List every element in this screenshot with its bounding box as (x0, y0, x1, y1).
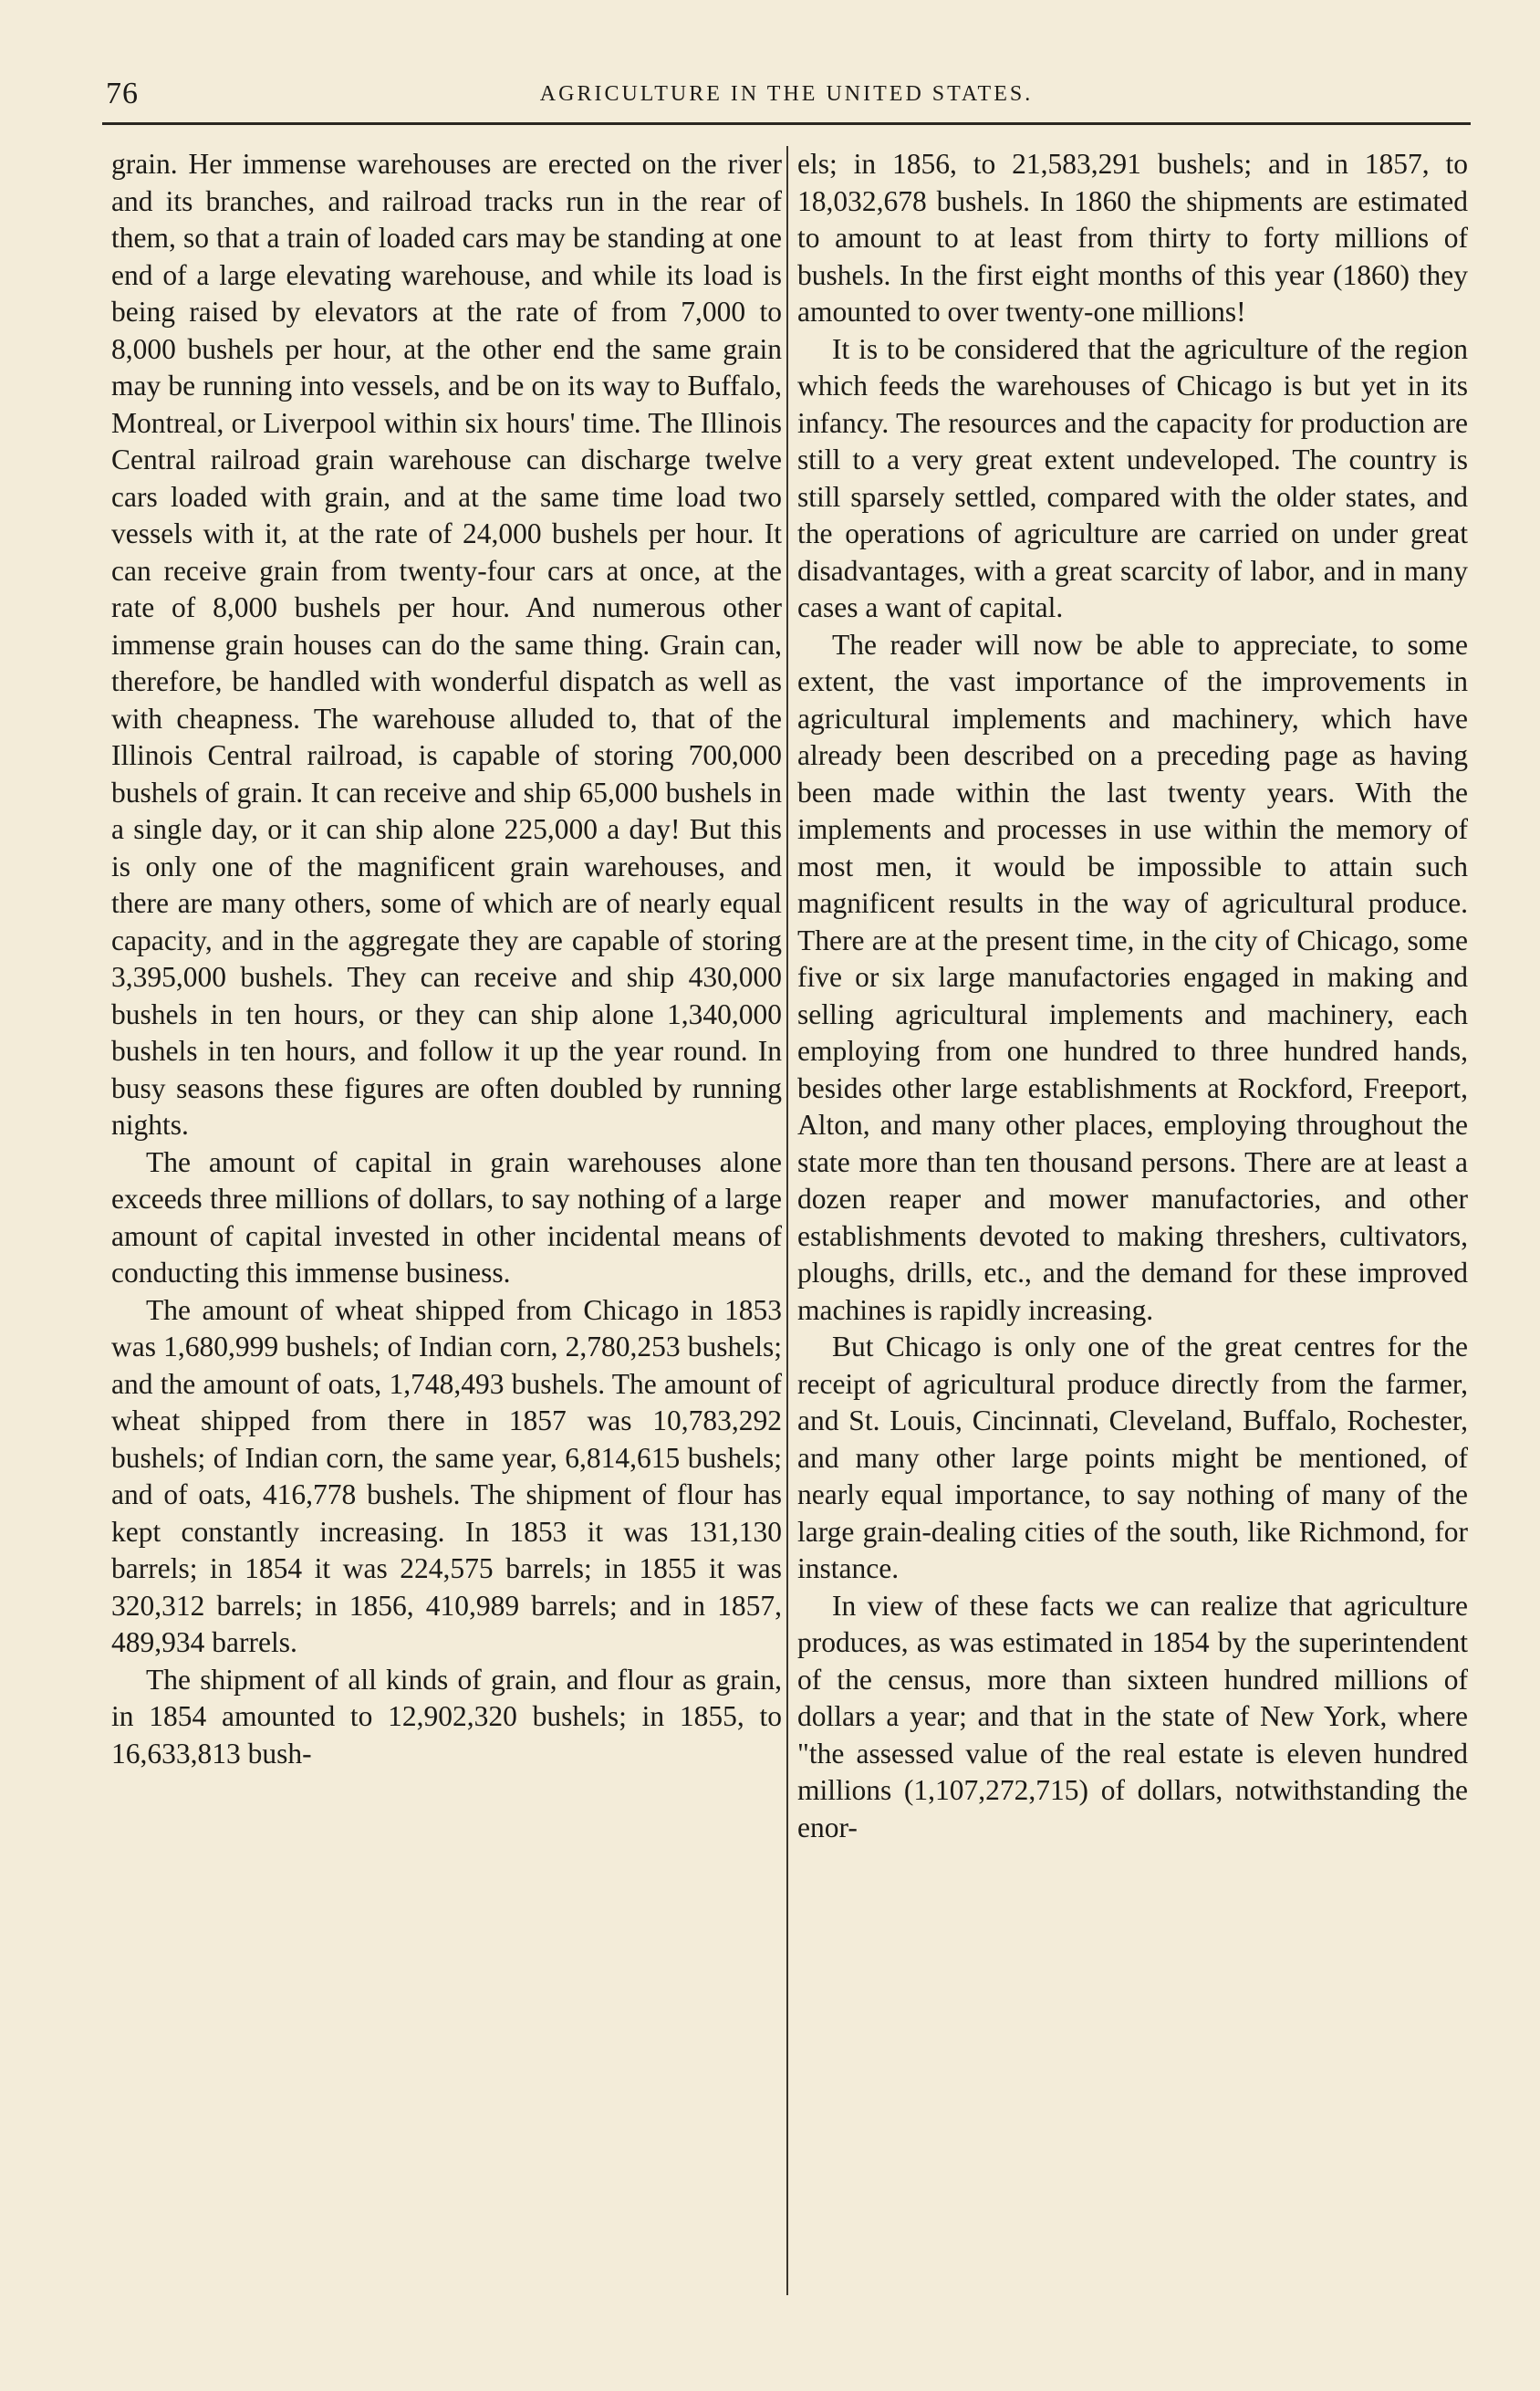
paragraph: It is to be considered that the agriculture of the region which feeds the warehouses of Chicago is but yet in its infancy. The resources and the capacity for production are still to a very great extent undeveloped. The country is still sparsely settled, compared with the older states, and the operations of agriculture are carried on under great disadvantages, with a great scarcity of labor, and in many cases a want of capital. (797, 332, 1468, 623)
left-column (111, 146, 782, 1772)
paragraph: The reader will now be able to appreciate, to some extent, the vast importance of the improvements in agricultural implements and machinery, which have already been described on a preceding page as having been made within the last twenty years. With the implements and processes in use within the memory of most men, it would be impossible to attain such magnificent results in the way of agricultural produce. There are at the present time, in the city of Chicago, some five or six large manufactories engaged in making and selling agricultural implements and machinery, each employing from one hundred to three hundred hands, besides other large establishments at Rockford, Freeport, Alton, and many other places, employing throughout the state more than ten thousand persons. There are at least a dozen reaper and mower manufactories, and other establishments devoted to making threshers, cultivators, ploughs, drills, etc., and the demand for these improved machines is rapidly increasing. (797, 628, 1468, 1326)
paragraph: The shipment of all kinds of grain, and flour as grain, in 1854 amounted to 12,902,320 bushels; in 1855, to 16,633,813 bush- (111, 1663, 782, 1770)
column-divider (786, 146, 788, 2295)
paragraph: But Chicago is only one of the great centres for the receipt of agricultural produce directly from the farmer, and St. Louis, Cincinnati, Cleveland, Buffalo, Rochester, and many other large points might be mentioned, of nearly equal importance, to say nothing of many of the large grain-dealing cities of the south, like Richmond, for instance. (797, 1331, 1468, 1584)
running-title: AGRICULTURE IN THE UNITED STATES. (539, 82, 1034, 106)
page-number: 76 (106, 77, 139, 110)
header-rule (102, 122, 1471, 125)
paragraph: The amount of wheat shipped from Chicago in 1853 was 1,680,999 bushels; of Indian corn, 2,780,253 bushels; and the amount of oats, 1,748,493 bushels. The amount of wheat shipped from there in 1857 was 10,783,292 bushels; of Indian corn, the same year, 6,814,615 bushels; and of oats, 416,778 bushels. The shipment of flour has kept constantly increasing. In 1853 it was 131,130 barrels; in 1854 it was 224,575 barrels; in 1855 it was 320,312 barrels; in 1856, 410,989 barrels; and in 1857, 489,934 barrels. (111, 1293, 782, 1658)
paragraph: In view of these facts we can realize that agriculture produces, as was estimated in 1854 by the superintendent of the census, more than sixteen hundred millions of dollars a year; and that in the state of New York, where "the assessed value of the real estate is eleven hundred millions (1,107,272,715) of dollars, notwithstanding the enor- (797, 1589, 1468, 1843)
paragraph: els; in 1856, to 21,583,291 bushels; and in 1857, to 18,032,678 bushels. In 1860 the shipments are estimated to amount to at least from thirty to forty millions of bushels. In the first eight months of this year (1860) they amounted to over twenty-one millions! (797, 148, 1468, 328)
paragraph: The amount of capital in grain warehouses alone exceeds three millions of dollars, to say nothing of a large amount of capital invested in other incidental means of conducting this immense business. (111, 1145, 782, 1289)
paragraph: grain. Her immense warehouses are erected on the river and its branches, and railroad tracks run in the rear of them, so that a train of loaded cars may be standing at one end of a large elevating warehouse, and while its load is being raised by elevators at the rate of from 7,000 to 8,000 bushels per hour, at the other end the same grain may be running into vessels, and be on its way to Buffalo, Montreal, or Liverpool within six hours' time. The Illinois Central railroad grain warehouse can discharge twelve cars loaded with grain, and at the same time load two vessels with it, at the rate of 24,000 bushels per hour. It can receive grain from twenty-four cars at once, at the rate of 8,000 bushels per hour. And numerous other immense grain houses can do the same thing. Grain can, therefore, be handled with wonderful dispatch as well as with cheapness. The warehouse alluded to, that of the Illinois Central railroad, is capable of storing 700,000 bushels of grain. It can receive and ship 65,000 bushels in a single day, or it can ship alone 225,000 a day! But this is only one of the magnificent grain warehouses, and there are many others, some of which are of nearly equal capacity, and in the aggregate they are capable of storing 3,395,000 bushels. They can receive and ship 430,000 bushels in ten hours, or they can ship alone 1,340,000 bushels in ten hours, and follow it up the year round. In busy seasons these figures are often doubled by running nights. (111, 148, 782, 1141)
right-column (797, 146, 1468, 1846)
page-header (102, 69, 1471, 124)
